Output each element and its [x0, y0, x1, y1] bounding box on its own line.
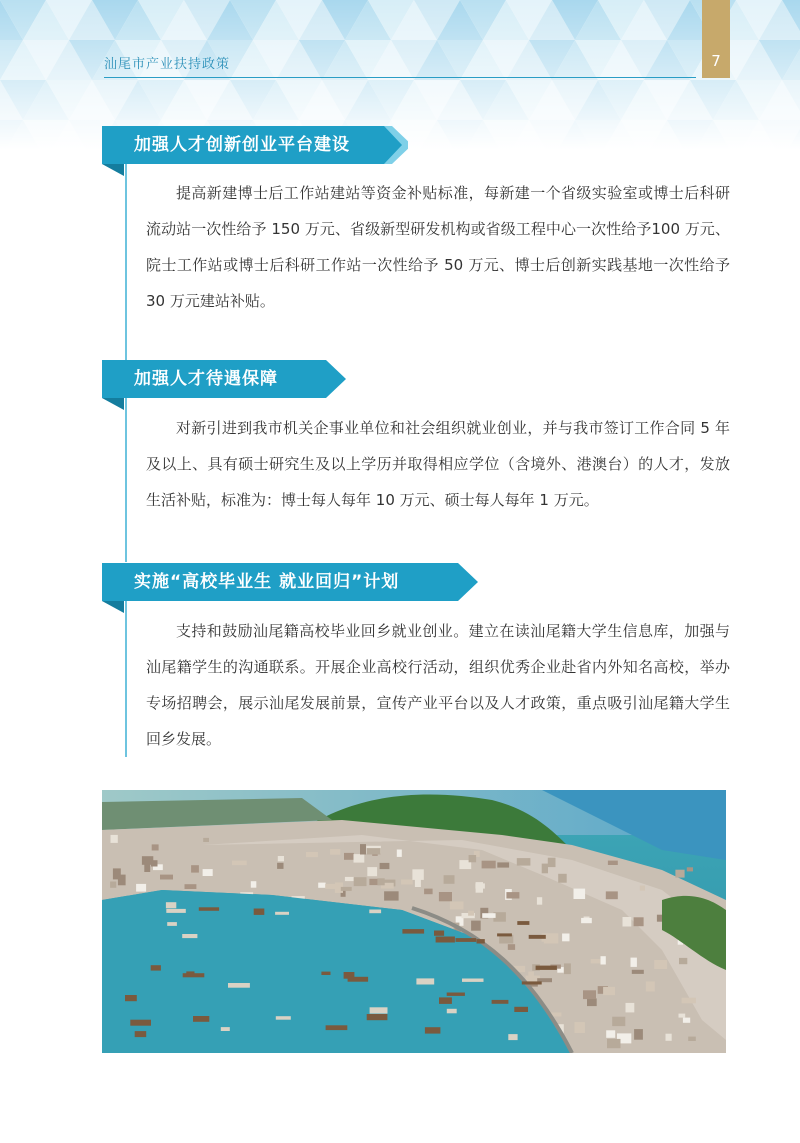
- header-rule: [104, 77, 696, 78]
- section-1-heading: 加强人才创新创业平台建设: [134, 135, 350, 155]
- section-2-line: [125, 392, 127, 562]
- section-1-heading-banner: [102, 126, 408, 176]
- header-title: 汕尾市产业扶持政策: [104, 57, 231, 72]
- section-2-heading-banner: [102, 360, 346, 410]
- page-number: 7: [711, 52, 721, 70]
- section-3-heading-banner: [102, 563, 478, 613]
- section-3-body: 支持和鼓励汕尾籍高校毕业回乡就业创业。建立在读汕尾籍大学生信息库，加强与汕尾籍学生的沟通联系。开展企业高校行活动，组织优秀企业赴省内外知名高校，举办专场招聘会，展示汕尾发展前景，宣传产业平台以及人才政策，重点吸引汕尾籍大学生回乡发展。: [146, 622, 730, 748]
- section-3-line: [125, 595, 127, 757]
- section-1-body: 提高新建博士后工作站建站等资金补贴标准，每新建一个省级实验室或博士后科研流动站一次性给予 150 万元、省级新型研发机构或省级工程中心一次性给予100 万元、院士工作站或博士后科研工作站一次性给予 50 万元、博士后创新实践基地一次性给予 30 万元建站补贴。: [146, 184, 730, 310]
- section-3-heading: 实施“高校毕业生 就业回归”计划: [134, 572, 400, 592]
- aerial-harbor-photo: [102, 790, 726, 1053]
- section-2-body: 对新引进到我市机关企事业单位和社会组织就业创业，并与我市签订工作合同 5 年及以上、具有硕士研究生及以上学历并取得相应学位（含境外、港澳台）的人才，发放生活补贴，标准为：博士每人每年 10 万元、硕士每人每年 1 万元。: [146, 419, 730, 509]
- section-2-heading: 加强人才待遇保障: [134, 369, 278, 389]
- section-1-line: [125, 160, 127, 360]
